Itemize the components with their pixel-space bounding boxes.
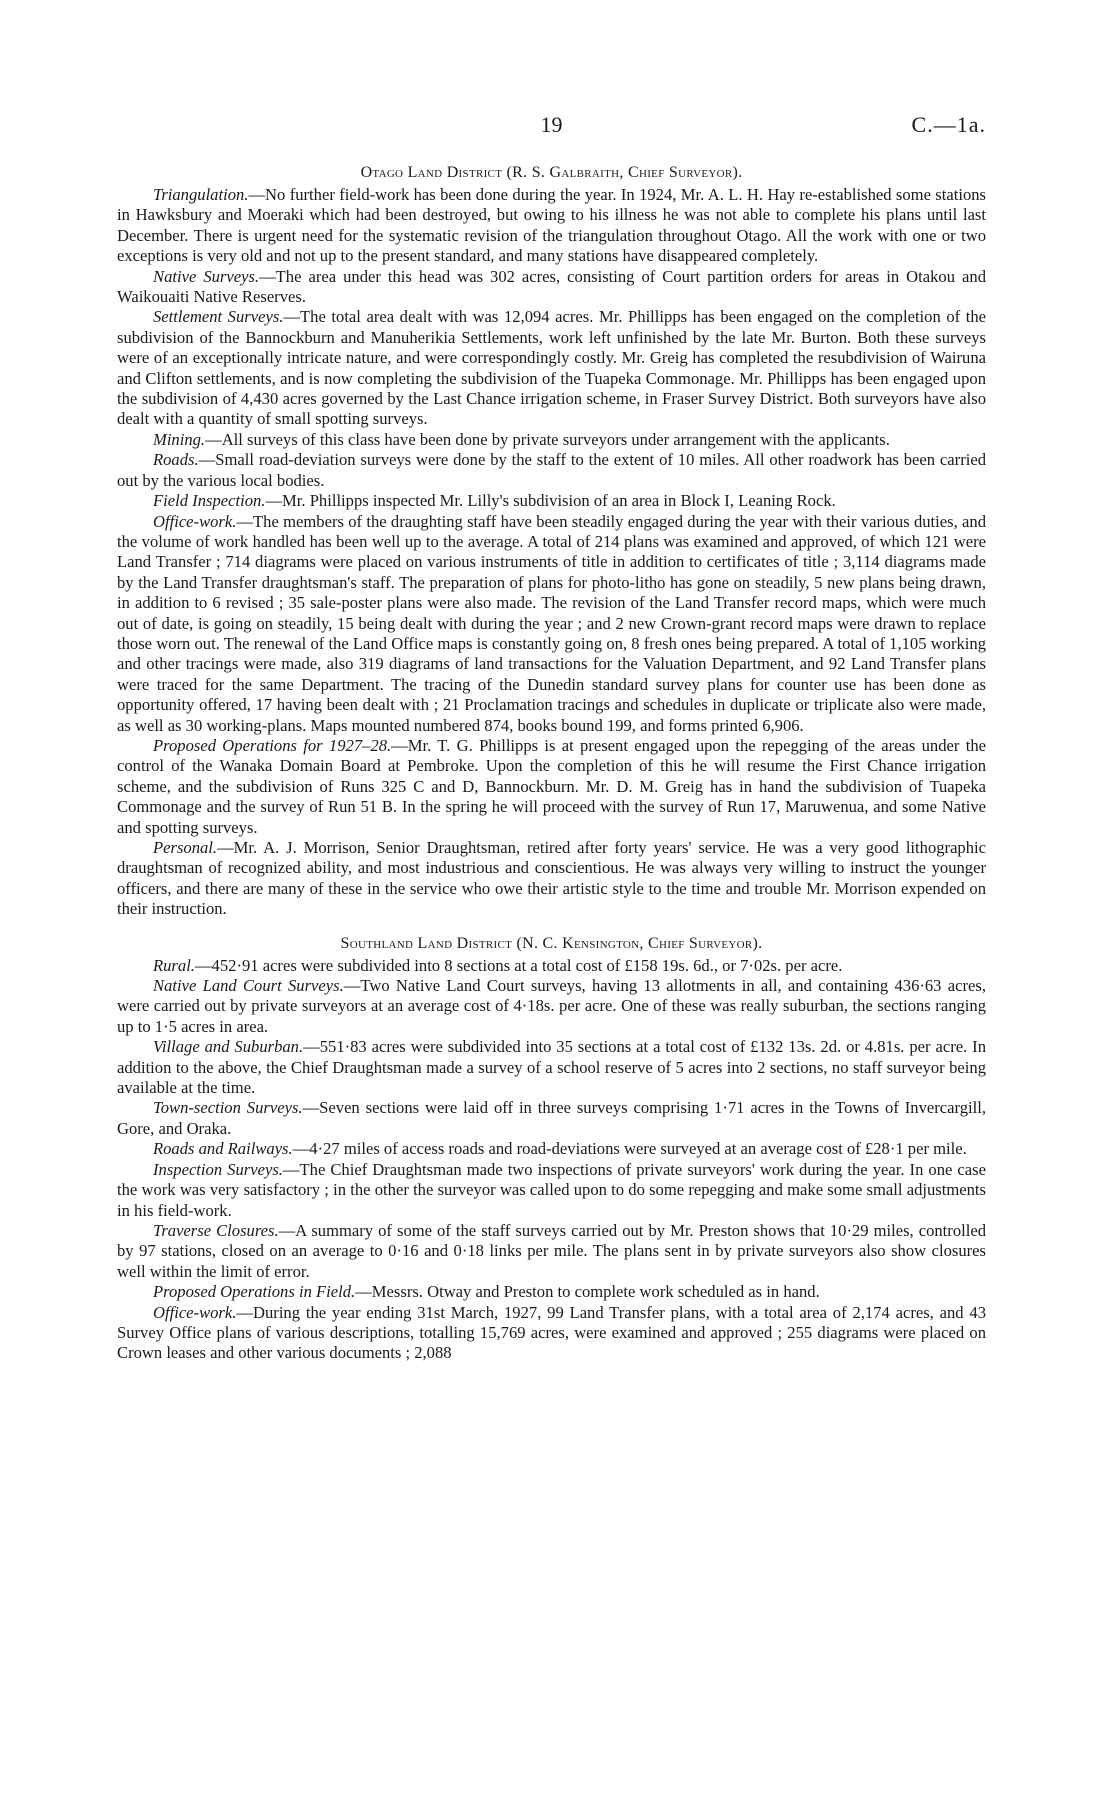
paragraph-lead: Inspection Surveys. (153, 1159, 283, 1179)
paragraph-text: —The Chief Draughtsman made two inspections of private surveyors' work during the year. In one case the work was very satisfactory ; in the other the surveyor was called upon to do some repegging and make some small adjustments in his field-work. (117, 1159, 986, 1220)
paragraph-native-surveys (117, 267, 986, 308)
paragraph-lead: Proposed Operations in Field. (153, 1282, 356, 1302)
section-heading-southland (117, 934, 986, 954)
paragraph-traverse-closures (117, 1221, 986, 1282)
paragraph-village-suburban (117, 1037, 986, 1098)
district-name: Southland Land District (340, 934, 513, 952)
paragraph-field-inspection (117, 491, 986, 511)
paragraph-proposed-field (117, 1282, 986, 1302)
paragraph-text: —Two Native Land Court surveys, having 13 allotments in all, and containing 436·63 acres, were carried out by private surveyors at an average cost of 4·18s. per acre. One of these was really suburban, the sections ranging up to 1·5 acres in area. (117, 976, 986, 1036)
paragraph-proposed-operations (117, 736, 986, 838)
section-heading-otago (117, 163, 986, 183)
page-content (117, 163, 986, 1364)
paragraph-roads-railways (117, 1139, 986, 1159)
chief-surveyor: (N. C. Kensington, Chief Surveyor). (516, 934, 763, 952)
paragraph-text: —During the year ending 31st March, 1927, 99 Land Transfer plans, with a total area of 2,174 acres, and 43 Survey Office plans of various descriptions, totalling 15,769 acres, were examined and approved ; 255 diagrams were placed on Crown leases and other various documents ; 2,088 (117, 1302, 986, 1363)
paragraph-town-section (117, 1098, 986, 1139)
paragraph-text: —Seven sections were laid off in three surveys comprising 1·71 acres in the Towns of Invercargill, Gore, and Oraka. (117, 1098, 987, 1138)
paragraph-mining (117, 430, 986, 450)
paragraph-office-work-southland (117, 1303, 986, 1364)
paragraph-text: —No further field-work has been done during the year. In 1924, Mr. A. L. H. Hay re-established some stations in Hawksbury and Moeraki which had been destroyed, but owing to his illness he was not able to complete his plans until last December. There is urgent need for the systematic revision of the triangulation throughout Otago. All the work with one or two exceptions is very old and not up to the present standard, and many stations have disappeared completely. (117, 185, 986, 266)
paragraph-text: —551·83 acres were subdivided into 35 sections at a total cost of £132 13s. 2d. or 4.81s. per acre. In addition to the above, the Chief Draughtsman made a survey of a school reserve of 5 acres into 2 sections, no staff surveyor being available at the time. (117, 1037, 986, 1098)
paragraph-text: —4·27 miles of access roads and road-deviations were surveyed at an average cost of £28·1 per mile. (292, 1139, 967, 1159)
paragraph-native-land-court (117, 976, 986, 1037)
section-gap (117, 920, 986, 934)
paragraph-text: —452·91 acres were subdivided into 8 sections at a total cost of £158 19s. 6d., or 7·02s. per acre. (194, 955, 843, 975)
paragraph-lead: Triangulation. (153, 185, 249, 204)
paragraph-lead: Traverse Closures. (153, 1220, 279, 1240)
district-name: Otago Land District (360, 164, 503, 181)
paragraph-lead: Native Land Court Surveys. (153, 976, 344, 996)
paragraph-lead: Rural. (153, 955, 195, 975)
paragraph-text: —The area under this head was 302 acres, consisting of Court partition orders for areas in Otakou and Waikouaiti Native Reserves. (117, 266, 986, 307)
paragraph-inspection-surveys (117, 1160, 986, 1221)
running-head (117, 112, 986, 142)
paragraph-text: —Mr. A. J. Morrison, Senior Draughtsman, retired after forty years' service. He was a very good lithographic draughtsman of recognized ability, and most industrious and conscientious. He was always very willing to instruct the younger officers, and there are many of these in the service who owe their artistic style to the time and trouble Mr. Morrison expended on their instruction. (117, 838, 986, 919)
paragraph-settlement-surveys (117, 307, 986, 429)
paragraph-text: —Messrs. Otway and Preston to complete work scheduled as in hand. (355, 1282, 820, 1302)
paragraph-lead: Office-work. (153, 511, 237, 531)
paragraph-lead: Roads. (153, 450, 199, 470)
paragraph-lead: Settlement Surveys. (153, 307, 284, 327)
page-number: 19 (540, 112, 563, 137)
paragraph-text: —Mr. T. G. Phillipps is at present engaged upon the repegging of the areas under the control of the Wanaka Domain Board at Pembroke. Upon the completion of this he will resume the First Chance irrigation scheme, and the subdivision of Runs 325 C and D, Bannockburn. Mr. D. M. Greig has in hand the subdivision of Tuapeka Commonage and the survey of Run 51 B. In the spring he will proceed with the survey of Run 17, Maruwenua, and some Native and spotting surveys. (117, 735, 986, 837)
paragraph-lead: Native Surveys. (153, 266, 260, 286)
paragraph-office-work (117, 512, 986, 736)
paragraph-text: —The total area dealt with was 12,094 acres. Mr. Phillipps has been engaged on the completion of the subdivision of the Bannockburn and Manuherikia Settlements, work left unfinished by the late Mr. Burton. Both these surveys were of an exceptionally intricate nature, and were correspondingly costly. Mr. Greig has completed the resubdivision of Wairuna and Clifton settlements, and is now completing the subdivision of the Tuapeka Commonage. Mr. Phillipps has been engaged upon the subdivision of 4,430 acres governed by the Last Chance irrigation scheme, in Fraser Survey District. Both surveyors have also dealt with a quantity of small spotting surveys. (117, 307, 987, 429)
paragraph-lead: Roads and Railways. (153, 1139, 293, 1159)
paragraph-personal (117, 838, 986, 920)
paragraph-roads (117, 450, 986, 491)
chief-surveyor: (R. S. Galbraith, Chief Surveyor). (506, 164, 743, 181)
paragraph-lead: Field Inspection. (153, 491, 266, 511)
paragraph-triangulation (117, 185, 986, 267)
paragraph-lead: Proposed Operations for 1927–28. (153, 735, 392, 755)
paragraph-lead: Office-work. (153, 1302, 237, 1322)
paragraph-lead: Personal. (153, 838, 218, 857)
paragraph-text: —The members of the draughting staff have been steadily engaged during the year with their various duties, and the volume of work handled has been well up to the average. A total of 214 plans was examined and approved, of which 121 were Land Transfer ; 714 diagrams were placed on various instruments of title in addition to certificates of title ; 3,114 diagrams made by the Land Transfer draughtsman's staff. The preparation of plans for photo-litho has gone on steadily, 5 new plans being drawn, in addition to 6 revised ; 35 sale-poster plans were also made. The revision of the Land Transfer record maps, which were much out of date, is going on steadily, 15 being dealt with during the year ; and 2 new Crown-grant record maps were drawn to replace those worn out. The renewal of the Land Office maps is constantly going on, 8 fresh ones being prepared. A total of 1,105 working and other tracings were made, also 319 diagrams of land transactions for the Valuation Department, and 92 Land Transfer plans were traced for the same Department. The tracing of the Dunedin standard survey plans for counter use has been done as opportunity offered, 17 having been dealt with ; 21 Proclamation tracings and schedules in duplicate or triplicate also were made, as well as 30 working-plans. Maps mounted numbered 874, books bound 199, and forms printed 6,906. (117, 511, 986, 735)
paragraph-lead: Mining. (153, 429, 206, 449)
paragraph-text: —Mr. Phillipps inspected Mr. Lilly's subdivision of an area in Block I, Leaning Rock. (265, 491, 836, 511)
document-reference: C.—1a. (911, 112, 986, 137)
paragraph-lead: Village and Suburban. (153, 1037, 304, 1057)
paragraph-rural (117, 956, 986, 976)
paragraph-text: —A summary of some of the staff surveys carried out by Mr. Preston shows that 10·29 miles, controlled by 97 stations, closed on an average to 0·16 and 0·18 links per mile. The plans sent in by private surveyors also show closures well within the limit of error. (117, 1220, 986, 1281)
paragraph-lead: Town-section Surveys. (153, 1098, 303, 1118)
paragraph-text: —All surveys of this class have been done by private surveyors under arrangement with the applicants. (205, 429, 890, 449)
paragraph-text: —Small road-deviation surveys were done by the staff to the extent of 10 miles. All other roadwork has been carried out by the various local bodies. (117, 450, 986, 490)
